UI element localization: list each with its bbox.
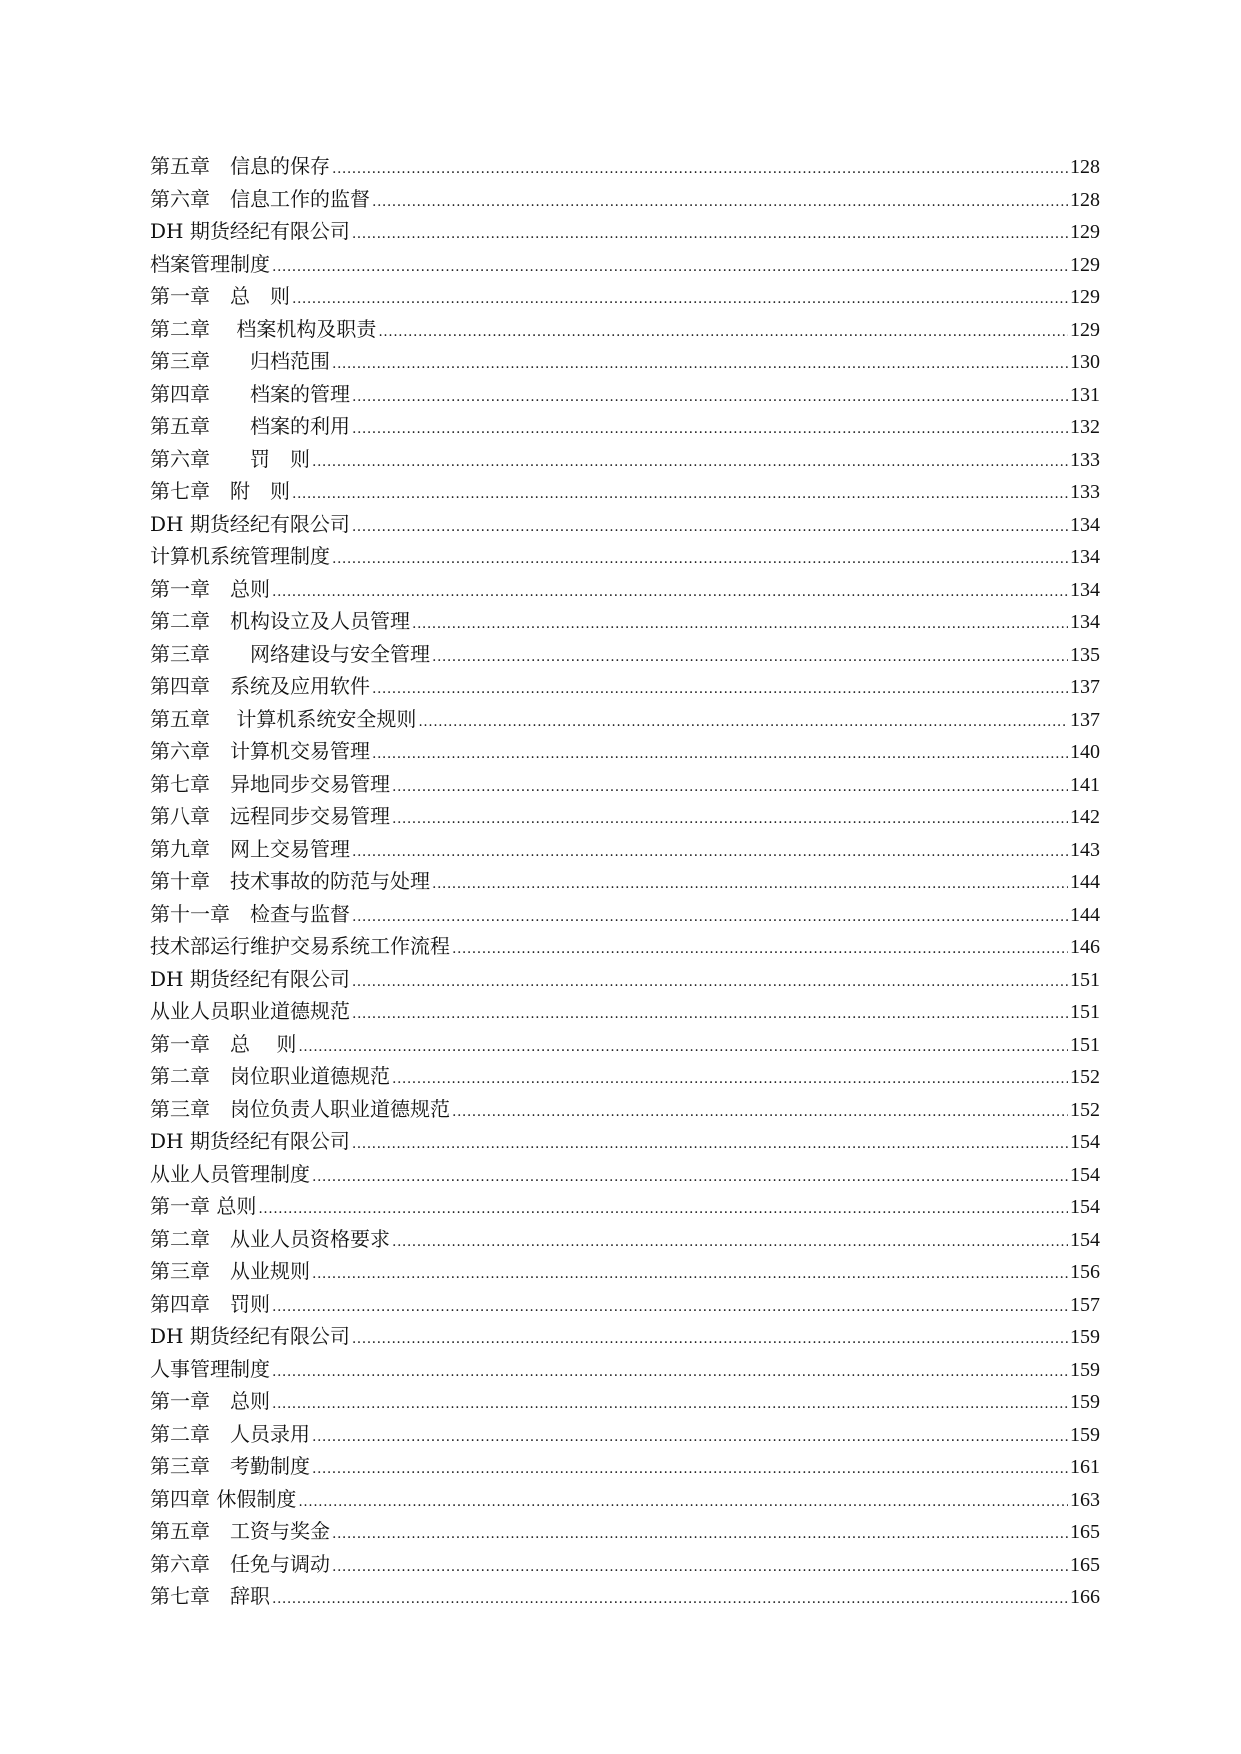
toc-entry[interactable]	[150, 1548, 1100, 1581]
toc-entry-title: 从业人员管理制度	[150, 1161, 310, 1186]
toc-dot-leader	[332, 1518, 1068, 1551]
toc-entry[interactable]	[150, 865, 1100, 898]
toc-entry[interactable]	[150, 215, 1100, 248]
toc-entry-title: 第八章 远程同步交易管理	[150, 804, 390, 828]
toc-entry-title: 第五章 档案的利用	[150, 414, 350, 438]
toc-entry-title: 第十章 技术事故的防范与处理	[150, 869, 430, 893]
toc-entry[interactable]	[150, 735, 1100, 768]
toc-entry-title: 第二章 机构设立及人员管理	[150, 609, 410, 633]
toc-dot-leader	[332, 1551, 1068, 1584]
toc-entry-title: 第一章 总则	[150, 576, 270, 601]
toc-dot-leader	[272, 1291, 1068, 1324]
toc-dot-leader	[392, 1063, 1068, 1096]
toc-entry[interactable]	[150, 1060, 1100, 1093]
toc-dot-leader	[272, 1583, 1068, 1616]
toc-dot-leader	[332, 543, 1068, 576]
toc-entry[interactable]	[150, 443, 1100, 476]
toc-entry-page-number: 144	[1070, 871, 1100, 893]
toc-entry[interactable]	[150, 1385, 1100, 1418]
toc-dot-leader	[332, 153, 1068, 186]
toc-entry[interactable]	[150, 1223, 1100, 1256]
toc-entry-page-number: 154	[1070, 1163, 1100, 1186]
toc-entry-page-number: 159	[1070, 1423, 1100, 1446]
toc-entry-page-number: 129	[1070, 286, 1100, 308]
toc-entry[interactable]	[150, 1483, 1100, 1516]
toc-entry-title: 第五章 工资与奖金	[150, 1519, 330, 1543]
toc-entry[interactable]	[150, 1450, 1100, 1483]
toc-entry[interactable]	[150, 1255, 1100, 1288]
toc-dot-leader	[378, 316, 1068, 349]
toc-entry[interactable]	[150, 183, 1100, 216]
toc-entry-page-number: 134	[1070, 611, 1100, 633]
toc-entry-title: 第五章 信息的保存	[150, 154, 330, 178]
toc-dot-leader	[392, 771, 1068, 804]
toc-dot-leader	[352, 511, 1068, 544]
toc-entry[interactable]	[150, 1418, 1100, 1451]
toc-entry[interactable]	[150, 1125, 1100, 1158]
toc-entry-title: 第九章 网上交易管理	[150, 836, 350, 861]
toc-entry-title: 第二章 岗位职业道德规范	[150, 1064, 390, 1088]
toc-entry-page-number: 137	[1070, 676, 1100, 698]
toc-entry-page-number: 144	[1070, 903, 1100, 926]
toc-entry-page-number: 154	[1070, 1196, 1100, 1218]
toc-entry[interactable]	[150, 1190, 1100, 1223]
toc-entry[interactable]	[150, 150, 1100, 183]
toc-entry[interactable]	[150, 800, 1100, 833]
toc-entry-page-number: 129	[1070, 253, 1100, 276]
toc-entry-page-number: 151	[1070, 1033, 1100, 1056]
toc-entry-title: 第五章 计算机系统安全规则	[150, 706, 417, 731]
toc-dot-leader	[432, 868, 1068, 901]
toc-entry[interactable]	[150, 1320, 1100, 1353]
toc-entry-title: 第四章 罚则	[150, 1291, 270, 1316]
toc-entry[interactable]	[150, 963, 1100, 996]
toc-entry-page-number: 128	[1070, 188, 1100, 211]
toc-entry[interactable]	[150, 540, 1100, 573]
toc-entry-title: 第七章 异地同步交易管理	[150, 771, 390, 796]
toc-entry-title: 档案管理制度	[150, 251, 270, 276]
toc-dot-leader	[312, 1453, 1068, 1486]
toc-entry[interactable]	[150, 313, 1100, 346]
toc-entry-page-number: 157	[1070, 1293, 1100, 1316]
toc-entry[interactable]	[150, 573, 1100, 606]
toc-entry-title: 人事管理制度	[150, 1356, 270, 1381]
toc-entry[interactable]	[150, 605, 1100, 638]
toc-entry[interactable]	[150, 1353, 1100, 1386]
toc-entry[interactable]	[150, 508, 1100, 541]
toc-dot-leader	[258, 1193, 1068, 1226]
toc-entry[interactable]	[150, 898, 1100, 931]
toc-entry[interactable]	[150, 280, 1100, 313]
toc-entry-page-number: 146	[1070, 936, 1100, 958]
toc-dot-leader	[452, 1096, 1068, 1129]
toc-dot-leader	[352, 966, 1068, 999]
toc-entry[interactable]	[150, 703, 1100, 736]
toc-entry-page-number: 166	[1070, 1586, 1100, 1608]
toc-entry-title: 第六章 任免与调动	[150, 1551, 330, 1576]
toc-entry-page-number: 130	[1070, 351, 1100, 373]
toc-entry[interactable]	[150, 930, 1100, 963]
toc-entry-page-number: 141	[1070, 773, 1100, 796]
toc-entry[interactable]	[150, 475, 1100, 508]
toc-dot-leader	[292, 478, 1068, 511]
table-of-contents	[150, 150, 1100, 1613]
toc-entry-page-number: 129	[1070, 318, 1100, 341]
toc-entry-page-number: 163	[1070, 1488, 1100, 1511]
toc-entry-page-number: 132	[1070, 416, 1100, 438]
toc-dot-leader	[312, 1421, 1068, 1454]
toc-dot-leader	[298, 1031, 1068, 1064]
toc-dot-leader	[332, 348, 1068, 381]
toc-dot-leader	[312, 1161, 1068, 1194]
toc-dot-leader	[272, 251, 1068, 284]
toc-entry-title: 第六章 信息工作的监督	[150, 186, 370, 211]
toc-entry-title: 第三章 考勤制度	[150, 1454, 310, 1478]
toc-entry[interactable]	[150, 833, 1100, 866]
toc-entry[interactable]	[150, 1158, 1100, 1191]
toc-entry-title: 第一章 总则	[150, 1389, 270, 1413]
toc-entry-page-number: 159	[1070, 1358, 1100, 1381]
toc-entry-title: 第三章 岗位负责人职业道德规范	[150, 1096, 450, 1121]
toc-dot-leader	[392, 803, 1068, 836]
toc-entry[interactable]	[150, 248, 1100, 281]
toc-dot-leader	[272, 576, 1068, 609]
toc-entry-title: 技术部运行维护交易系统工作流程	[150, 934, 450, 958]
toc-entry-page-number: 156	[1070, 1261, 1100, 1283]
toc-entry[interactable]	[150, 638, 1100, 671]
toc-entry-page-number: 143	[1070, 838, 1100, 861]
toc-entry-title: 第一章 总 则	[150, 284, 290, 308]
toc-entry-title: 第六章 罚 则	[150, 446, 310, 471]
toc-entry-page-number: 134	[1070, 578, 1100, 601]
toc-entry[interactable]	[150, 1580, 1100, 1613]
toc-dot-leader	[392, 1226, 1068, 1259]
toc-entry-page-number: 128	[1070, 156, 1100, 178]
toc-entry[interactable]	[150, 768, 1100, 801]
toc-entry-title: 第三章 从业规则	[150, 1259, 310, 1283]
toc-entry-title: 第三章 网络建设与安全管理	[150, 641, 430, 666]
toc-entry-title: 第二章 人员录用	[150, 1421, 310, 1446]
toc-dot-leader	[372, 738, 1068, 771]
toc-entry-title: 第三章 归档范围	[150, 349, 330, 373]
toc-entry-page-number: 152	[1070, 1066, 1100, 1088]
toc-dot-leader	[352, 218, 1068, 251]
toc-dot-leader	[372, 673, 1068, 706]
toc-entry-title: DH 期货经纪有限公司	[150, 219, 350, 243]
toc-entry-title: 第二章 从业人员资格要求	[150, 1226, 390, 1251]
toc-entry-page-number: 154	[1070, 1228, 1100, 1251]
toc-entry-title: DH 期货经纪有限公司	[150, 1129, 350, 1153]
toc-entry-page-number: 151	[1070, 1001, 1100, 1023]
toc-entry-page-number: 159	[1070, 1326, 1100, 1348]
toc-dot-leader	[412, 608, 1068, 641]
toc-dot-leader	[432, 641, 1068, 674]
toc-entry-page-number: 137	[1070, 708, 1100, 731]
toc-entry[interactable]	[150, 1515, 1100, 1548]
toc-entry[interactable]	[150, 995, 1100, 1028]
toc-dot-leader	[418, 706, 1068, 739]
toc-entry-page-number: 152	[1070, 1098, 1100, 1121]
toc-dot-leader	[312, 1258, 1068, 1291]
toc-dot-leader	[372, 186, 1068, 219]
toc-entry-page-number: 134	[1070, 513, 1100, 536]
toc-entry[interactable]	[150, 1093, 1100, 1126]
toc-entry-title: 第四章 休假制度	[150, 1486, 297, 1511]
toc-entry-page-number: 133	[1070, 481, 1100, 503]
toc-dot-leader	[352, 1323, 1068, 1356]
toc-dot-leader	[352, 413, 1068, 446]
toc-entry[interactable]	[150, 378, 1100, 411]
toc-entry[interactable]	[150, 1288, 1100, 1321]
toc-entry-title: 第七章 附 则	[150, 479, 290, 503]
toc-entry-title: 第一章 总 则	[150, 1031, 297, 1056]
toc-entry-title: 第七章 辞职	[150, 1584, 270, 1608]
toc-dot-leader	[352, 998, 1068, 1031]
toc-entry-page-number: 129	[1070, 221, 1100, 243]
toc-entry[interactable]	[150, 1028, 1100, 1061]
toc-entry-title: DH 期货经纪有限公司	[150, 1324, 350, 1348]
toc-entry-page-number: 159	[1070, 1391, 1100, 1413]
toc-dot-leader	[298, 1486, 1068, 1519]
toc-entry-title: 第四章 系统及应用软件	[150, 674, 370, 698]
toc-entry[interactable]	[150, 345, 1100, 378]
toc-entry-title: 第一章 总则	[150, 1194, 257, 1218]
toc-entry-page-number: 131	[1070, 383, 1100, 406]
toc-entry-page-number: 165	[1070, 1521, 1100, 1543]
toc-entry-title: 第四章 档案的管理	[150, 381, 350, 406]
toc-entry-title: 从业人员职业道德规范	[150, 999, 350, 1023]
toc-entry-title: DH 期货经纪有限公司	[150, 511, 350, 536]
toc-dot-leader	[292, 283, 1068, 316]
toc-entry-title: 计算机系统管理制度	[150, 544, 330, 568]
toc-entry-page-number: 135	[1070, 643, 1100, 666]
toc-dot-leader	[352, 836, 1068, 869]
toc-dot-leader	[352, 901, 1068, 934]
toc-entry-page-number: 140	[1070, 741, 1100, 763]
toc-entry[interactable]	[150, 670, 1100, 703]
toc-entry[interactable]	[150, 410, 1100, 443]
toc-entry-page-number: 134	[1070, 546, 1100, 568]
toc-entry-page-number: 161	[1070, 1456, 1100, 1478]
toc-dot-leader	[272, 1388, 1068, 1421]
toc-entry-title: 第二章 档案机构及职责	[150, 316, 377, 341]
toc-dot-leader	[352, 381, 1068, 414]
toc-entry-title: DH 期货经纪有限公司	[150, 966, 350, 991]
toc-entry-page-number: 151	[1070, 968, 1100, 991]
toc-dot-leader	[312, 446, 1068, 479]
toc-entry-page-number: 133	[1070, 448, 1100, 471]
toc-entry-page-number: 165	[1070, 1553, 1100, 1576]
toc-entry-title: 第十一章 检查与监督	[150, 901, 350, 926]
toc-entry-page-number: 142	[1070, 806, 1100, 828]
toc-entry-title: 第六章 计算机交易管理	[150, 739, 370, 763]
toc-entry-page-number: 154	[1070, 1131, 1100, 1153]
toc-dot-leader	[352, 1128, 1068, 1161]
toc-dot-leader	[272, 1356, 1068, 1389]
toc-dot-leader	[452, 933, 1068, 966]
